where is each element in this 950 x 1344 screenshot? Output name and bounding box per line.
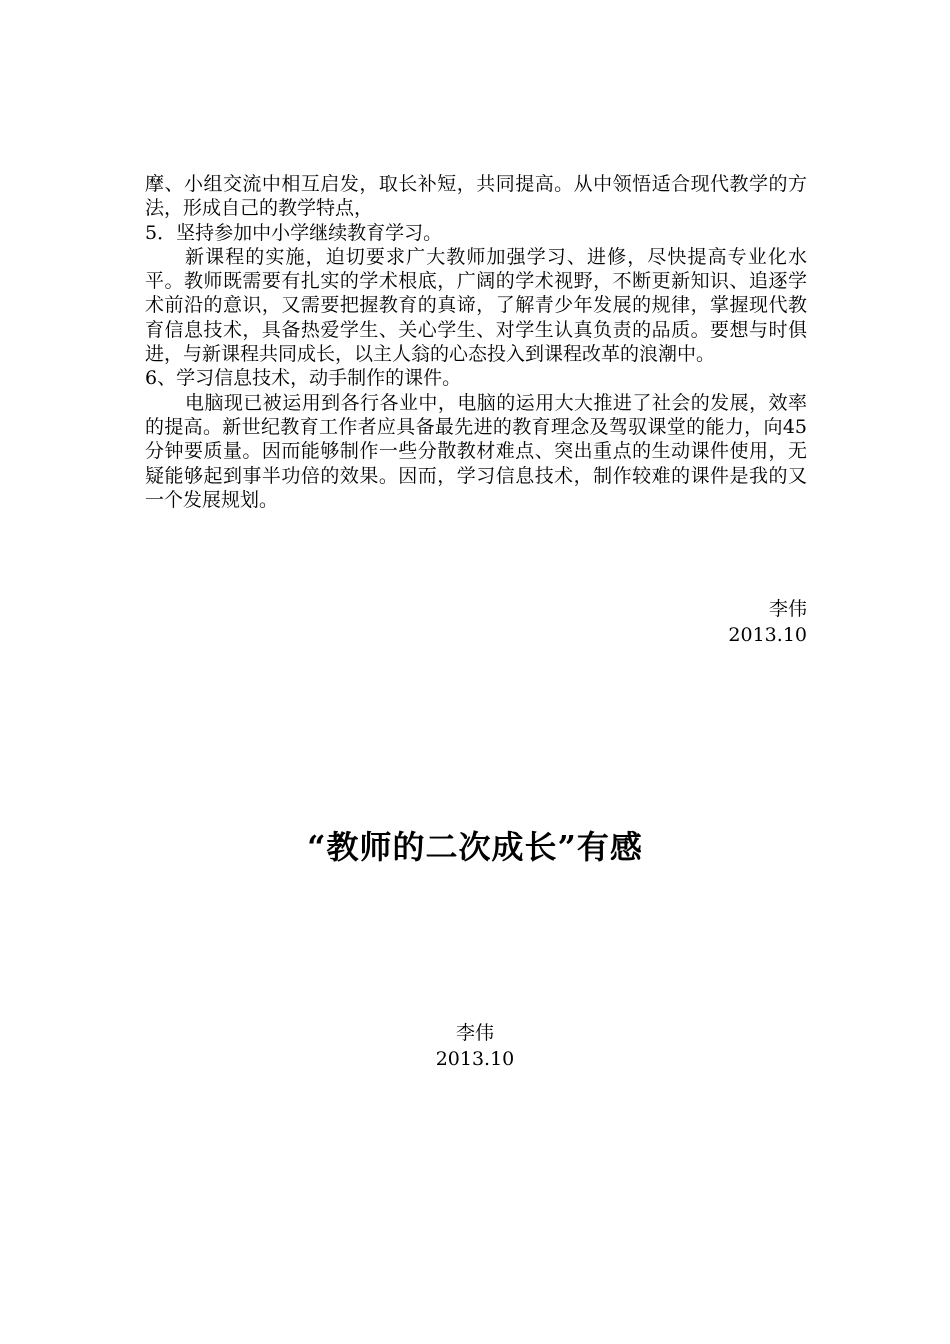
body-text xyxy=(145,172,807,512)
paragraph: 摩、小组交流中相互启发，取长补短，共同提高。从中领悟适合现代教学的方法，形成自己的教学特点， xyxy=(145,173,807,220)
list-heading-5: 5．坚持参加中小学继续教育学习。 xyxy=(145,221,443,244)
section-title: “教师的二次成长”有感 xyxy=(307,828,643,866)
section-date: 2013.10 xyxy=(435,1048,515,1070)
signature-date: 2013.10 xyxy=(728,624,807,646)
paragraph: 新课程的实施，迫切要求广大教师加强学习、进修，尽快提高专业化水平。教师既需要有扎实的学术根底，广阔的学术视野，不断更新知识、追逐学术前沿的意识，又需要把握教育的真谛，了解青少年发展的规律，掌握现代教育信息技术，具备热爱学生、关心学生、对学生认真负责的品质。要想与时俱进，与新课程共同成长，以主人翁的心态投入到课程改革的浪潮中。 xyxy=(145,245,807,366)
list-heading-6: 6、学习信息技术，动手制作的课件。 xyxy=(145,367,462,390)
paragraph: 电脑现已被运用到各行各业中，电脑的运用大大推进了社会的发展，效率的提高。新世纪教育工作者应具备最先进的教育理念及驾驭课堂的能力，向45分钟要质量。因而能够制作一些分散教材难点、突出重点的生动课件使用，无疑能够起到事半功倍的效果。因而，学习信息技术，制作较难的课件是我的又一个发展规划。 xyxy=(145,391,807,511)
section-author-block xyxy=(0,1020,950,1072)
signature-name: 李伟 xyxy=(768,598,807,620)
signature-block xyxy=(728,596,807,648)
section-author: 李伟 xyxy=(455,1022,494,1044)
